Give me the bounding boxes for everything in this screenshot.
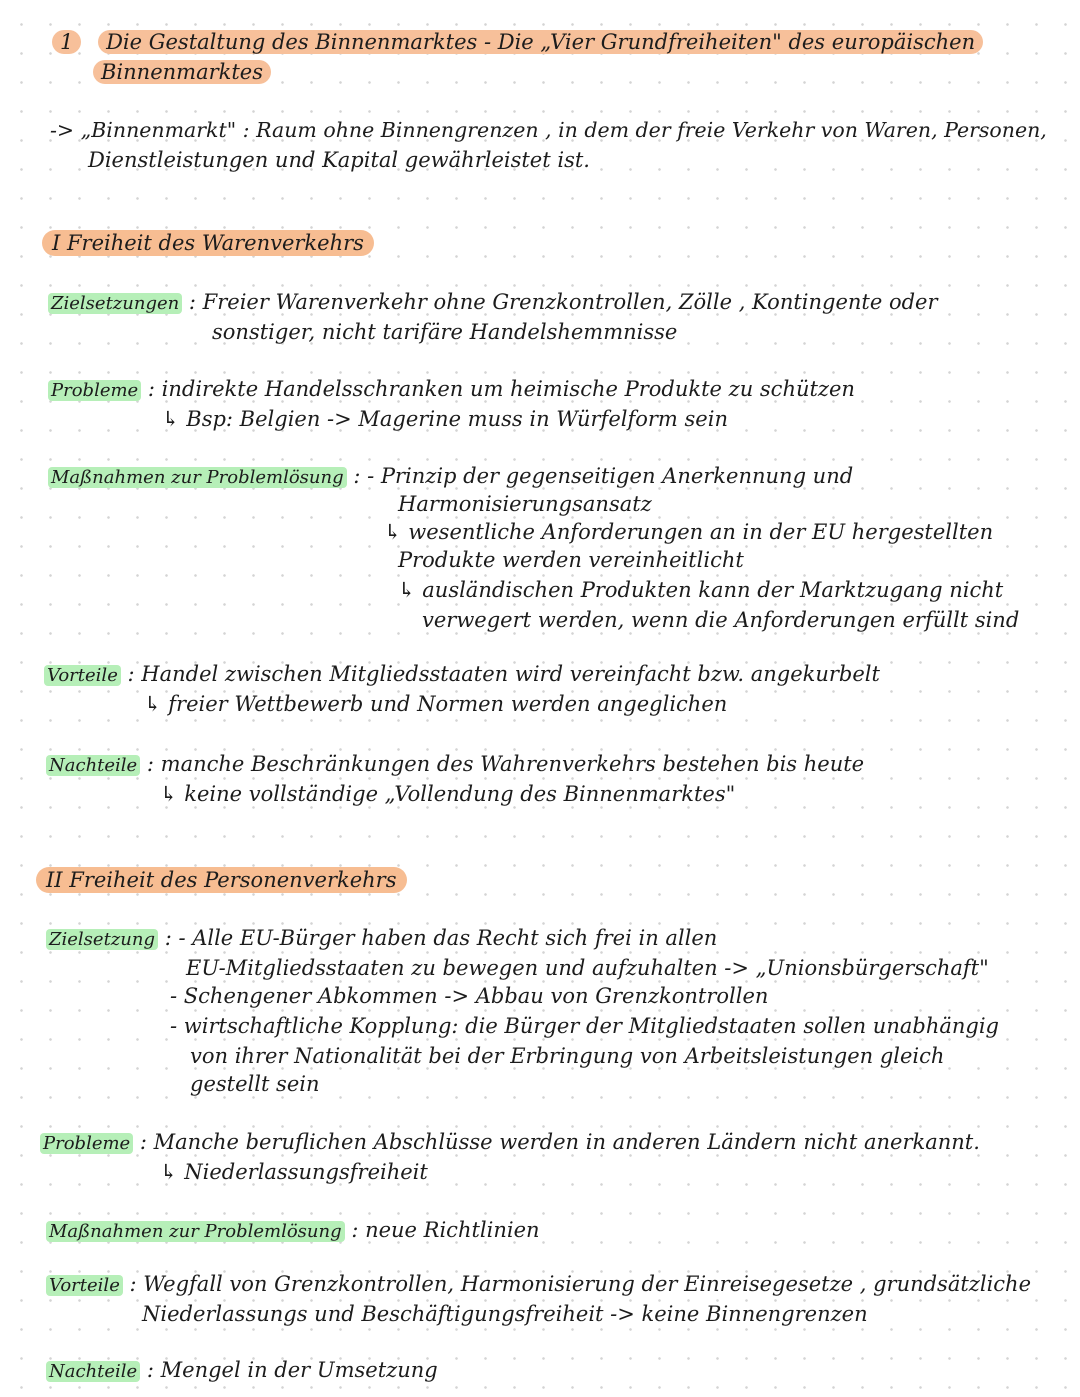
nachteile-row-waren [46,750,864,780]
vorteile-label-personen: Vorteile [46,1275,123,1296]
probleme-label-personen: Probleme [40,1133,133,1154]
zielsetzung-text-3: - Schengener Abkommen -> Abbau von Grenzkontrollen [170,984,769,1008]
section-title [52,28,983,56]
vorteile-text-personen: : Wegfall von Grenzkontrollen, Harmonisierung der Einreisegesetze , grundsätzliche [129,1272,1032,1296]
massnahmen-row-waren [48,462,853,492]
nachteile-text: : manche Beschränkungen des Wahrenverkehrs bestehen bis heute [146,752,865,776]
ziel-row-personen [46,924,717,954]
vorteile-label: Vorteile [44,665,121,686]
section-title-line2: Binnenmarktes [93,60,271,84]
probleme-example: ↳ Bsp: Belgien -> Magerine muss in Würfelform sein [162,407,728,431]
zielsetzungen-text: : Freier Warenverkehr ohne Grenzkontrollen, Zölle , Kontingente oder [188,290,938,314]
probleme-row-personen [40,1128,980,1158]
ziel-row-waren [48,288,938,318]
heading-personenverkehr: II Freiheit des Personenverkehrs [36,867,407,893]
massnahmen-text: : - Prinzip der gegenseitigen Anerkennung und [353,464,854,488]
heading-warenverkehr: I Freiheit des Warenverkehrs [42,230,374,256]
nachteile-label: Nachteile [46,755,140,776]
zielsetzung-text-2: EU-Mitgliedsstaaten zu bewegen und aufzuhalten -> „Unionsbürgerschaft" [186,956,989,980]
definition-line1: -> „Binnenmarkt" : Raum ohne Binnengrenzen , in dem der freie Verkehr von Waren, Personen, [50,118,1047,142]
nachteile-text-cont: ↳ keine vollständige „Vollendung des Binnenmarktes" [160,782,736,806]
massnahmen-text-personen: : neue Richtlinien [351,1218,540,1242]
section-title-line1: Die Gestaltung des Binnenmarktes - Die „Vier Grundfreiheiten" des europäischen [98,30,983,54]
probleme-row-waren [48,375,855,405]
vorteile-text-personen-cont: Niederlassungs und Beschäftigungsfreiheit -> keine Binnengrenzen [142,1302,868,1326]
probleme-label: Probleme [48,380,141,401]
zielsetzung-text-4: - wirtschaftliche Kopplung: die Bürger der Mitgliedstaaten sollen unabhängig [170,1014,999,1038]
zielsetzungen-text-cont: sonstiger, nicht tarifäre Handelshemmnisse [212,320,678,344]
zielsetzungen-label: Zielsetzungen [48,293,182,314]
zielsetzung-label: Zielsetzung [46,929,158,950]
massnahmen-text-6: verwegert werden, wenn die Anforderungen erfüllt sind [422,608,1020,632]
heading-personenverkehr-wrap [36,866,407,894]
zielsetzung-text-6: gestellt sein [190,1072,320,1096]
probleme-text: : indirekte Handelsschranken um heimische Produkte zu schützen [147,377,855,401]
zielsetzung-text-5: von ihrer Nationalität bei der Erbringung von Arbeitsleistungen gleich [190,1044,945,1068]
vorteile-row-waren [44,660,880,690]
probleme-text-personen-cont: ↳ Niederlassungsfreiheit [160,1160,428,1184]
vorteile-text: : Handel zwischen Mitgliedsstaaten wird vereinfacht bzw. angekurbelt [127,662,880,686]
nachteile-text-personen: : Mengel in der Umsetzung [146,1358,438,1382]
heading-warenverkehr-wrap [42,229,374,257]
section-number: 1 [52,30,81,54]
section-title-cont [93,58,271,86]
massnahmen-text-4: Produkte werden vereinheitlicht [398,548,744,572]
massnahmen-text-3: ↳ wesentliche Anforderungen an in der EU hergestellten [384,520,994,544]
probleme-text-personen: : Manche beruflichen Abschlüsse werden in anderen Ländern nicht anerkannt. [139,1130,980,1154]
massnahmen-text-2: Harmonisierungsansatz [398,492,652,516]
nachteile-label-personen: Nachteile [46,1361,140,1382]
massnahmen-label: Maßnahmen zur Problemlösung [48,467,347,488]
massnahmen-label-personen: Maßnahmen zur Problemlösung [46,1221,345,1242]
massnahmen-row-personen [46,1216,540,1246]
zielsetzung-text: : - Alle EU-Bürger haben das Recht sich frei in allen [164,926,718,950]
vorteile-row-personen [46,1270,1031,1300]
vorteile-text-cont: ↳ freier Wettbewerb und Normen werden angeglichen [144,692,728,716]
definition-line2: Dienstleistungen und Kapital gewährleistet ist. [88,148,590,172]
nachteile-row-personen [46,1356,438,1386]
massnahmen-text-5: ↳ ausländischen Produkten kann der Marktzugang nicht [398,578,1004,602]
